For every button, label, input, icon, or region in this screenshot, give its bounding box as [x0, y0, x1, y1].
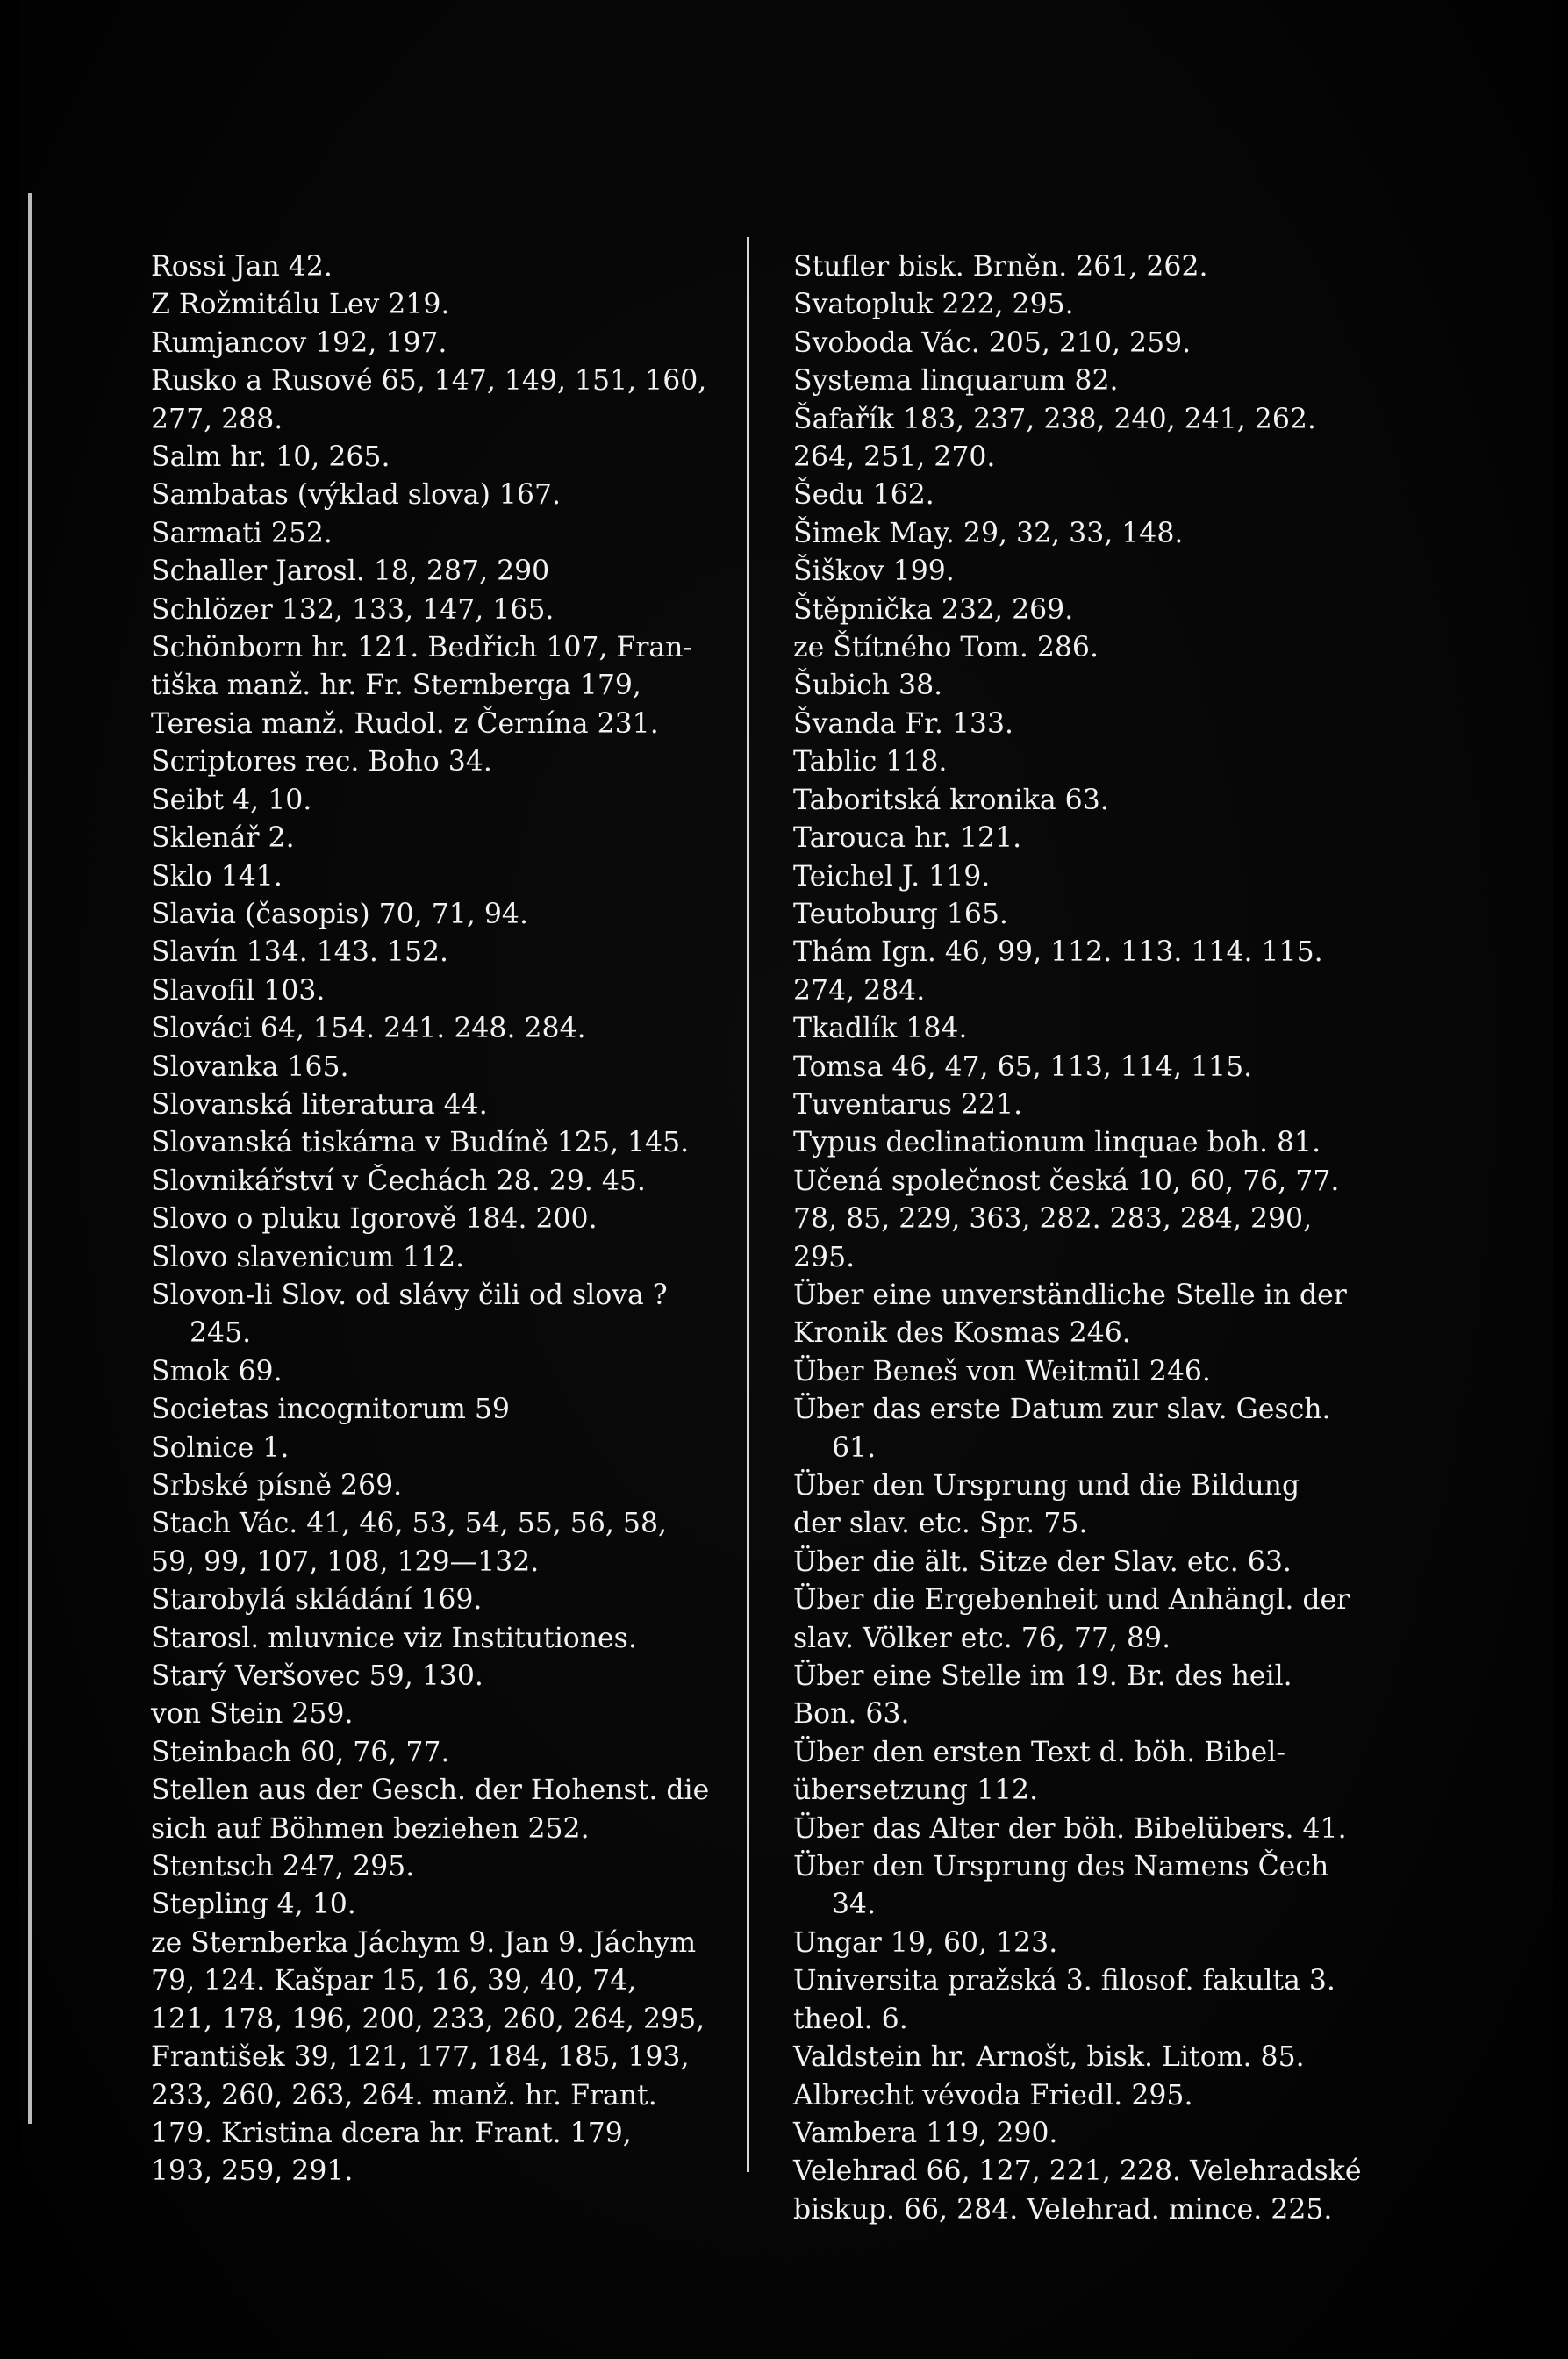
index-entry — [151, 325, 735, 362]
index-entry-line: Stentsch 247, 295. — [151, 1851, 415, 1883]
index-entry — [151, 1049, 735, 1086]
index-entry — [793, 743, 1378, 781]
index-entry-line: Rumjancov 192, 197. — [151, 326, 447, 359]
index-entry-line: Sarmati 252. — [151, 517, 333, 549]
index-entry-line: 59, 99, 107, 108, 129—132. — [151, 1545, 540, 1578]
index-entry — [151, 1163, 735, 1201]
index-entry — [793, 2115, 1378, 2153]
index-entry — [151, 1581, 735, 1619]
index-entry — [793, 858, 1378, 896]
index-entry — [151, 1772, 735, 1848]
index-entry-line: Kronik des Kosmas 246. — [793, 1317, 1131, 1350]
index-entry-line: Seibt 4, 10. — [151, 784, 312, 816]
index-entry — [151, 934, 735, 972]
index-entry-line: Teutoburg 165. — [793, 898, 1008, 930]
index-entry-line: Schönborn hr. 121. Bedřich 107, Fran- — [151, 632, 693, 664]
index-column-left — [151, 248, 735, 2191]
index-entry-line: Stufler bisk. Brněn. 261, 262. — [793, 251, 1208, 283]
index-entry — [793, 477, 1378, 514]
index-entry-line: Systema linquarum 82. — [793, 365, 1119, 398]
index-entry — [793, 2039, 1378, 2115]
index-entry — [793, 286, 1378, 324]
index-entry-line: Stach Vác. 41, 46, 53, 54, 55, 56, 58, — [151, 1508, 668, 1540]
index-entry-line: Über den ersten Text d. böh. Bibel- — [793, 1736, 1286, 1768]
index-entry — [151, 1430, 735, 1467]
index-entry-line: 78, 85, 229, 363, 282. 283, 284, 290, — [793, 1203, 1313, 1236]
index-entry-line: Tomsa 46, 47, 65, 113, 114, 115. — [793, 1050, 1253, 1083]
index-entry-line: Schaller Jarosl. 18, 287, 290 — [151, 556, 550, 588]
index-entry-line: Tablic 118. — [793, 746, 948, 778]
index-entry — [151, 1696, 735, 1733]
index-entry — [151, 1277, 735, 1353]
index-entry-line: Stellen aus der Gesch. der Hohenst. die — [151, 1775, 710, 1807]
index-entry — [151, 1886, 735, 1924]
index-entry — [793, 820, 1378, 857]
index-entry — [793, 362, 1378, 400]
index-entry-line: Slovnikářství v Čechách 28. 29. 45. — [151, 1165, 646, 1197]
index-entry-line: Srbské písně 269. — [151, 1470, 403, 1502]
index-entry-line: Salm hr. 10, 265. — [151, 441, 390, 474]
index-entry — [793, 1010, 1378, 1048]
index-entry-line: Slavín 134. 143. 152. — [151, 936, 449, 969]
index-entry-line: von Stein 259. — [151, 1698, 354, 1731]
index-entry-line: Slovanská tiskárna v Budíně 125, 145. — [151, 1127, 690, 1159]
index-entry-line: sich auf Böhmen beziehen 252. — [151, 1812, 590, 1845]
index-entry-line: Sambatas (výklad slova) 167. — [151, 479, 562, 512]
index-entry-line: Slovanka 165. — [151, 1050, 349, 1083]
index-column-right — [793, 248, 1378, 2229]
index-entry — [793, 629, 1378, 667]
index-entry — [793, 1391, 1378, 1467]
index-entry-line: Über den Ursprung und die Bildung — [793, 1470, 1300, 1502]
index-entry-line: Slovo o pluku Igorově 184. 200. — [151, 1203, 598, 1236]
index-entry-line: František 39, 121, 177, 184, 185, 193, — [151, 2041, 690, 2074]
index-entry-line: Über die Ergebenheit und Anhängl. der — [793, 1584, 1350, 1617]
index-entry — [793, 553, 1378, 591]
index-entry-line: Šiškov 199. — [793, 556, 955, 588]
index-entry-line: 274, 284. — [793, 974, 926, 1007]
index-entry-line: Typus declinationum linquae boh. 81. — [793, 1127, 1321, 1159]
index-entry — [151, 1467, 735, 1505]
index-entry-line: ze Sternberka Jáchym 9. Jan 9. Jáchym — [151, 1926, 697, 1959]
index-entry-line: Societas incognitorum 59 — [151, 1394, 510, 1426]
index-entry-line: der slav. etc. Spr. 75. — [793, 1508, 1088, 1540]
index-entry-line: Velehrad 66, 127, 221, 228. Velehradské — [793, 2155, 1362, 2188]
scanned-page — [19, 0, 1553, 2359]
index-entry-line: Albrecht vévoda Friedl. 295. — [793, 2079, 1193, 2112]
index-entry — [793, 1925, 1378, 1962]
index-entry-line: Slovo slavenicum 112. — [151, 1241, 465, 1273]
index-entry-line: Taboritská kronika 63. — [793, 784, 1109, 816]
index-entry — [793, 1810, 1378, 1848]
index-entry — [151, 1620, 735, 1658]
index-entry — [151, 515, 735, 553]
index-entry-line: Tkadlík 184. — [793, 1013, 968, 1045]
index-entry-line: Vambera 119, 290. — [793, 2117, 1058, 2149]
index-entry — [793, 248, 1378, 286]
index-entry-line: Teresia manž. Rudol. z Černína 231. — [151, 707, 659, 740]
index-entry-line: Über das Alter der böh. Bibelübers. 41. — [793, 1812, 1347, 1845]
index-entry-line: Sklenář 2. — [151, 822, 295, 855]
index-entry-line: Učená společnost česká 10, 60, 76, 77. — [793, 1165, 1340, 1197]
index-entry — [793, 1544, 1378, 1581]
index-entry-line: Schlözer 132, 133, 147, 165. — [151, 593, 555, 626]
index-entry-line: Starý Veršovec 59, 130. — [151, 1660, 483, 1693]
index-entry — [793, 401, 1378, 477]
index-entry-line: Stepling 4, 10. — [151, 1889, 356, 1921]
index-entry-line: theol. 6. — [793, 2003, 908, 2035]
index-entry — [151, 248, 735, 286]
index-entry-line: Rossi Jan 42. — [151, 251, 333, 283]
index-entry — [793, 706, 1378, 743]
index-entry — [793, 1086, 1378, 1124]
index-entry-line: Slavia (časopis) 70, 71, 94. — [151, 898, 528, 930]
index-entry-line: Starobylá skládání 169. — [151, 1584, 483, 1617]
index-entry — [151, 286, 735, 324]
index-entry-line: Svoboda Vác. 205, 210, 259. — [793, 326, 1192, 359]
index-entry — [793, 515, 1378, 553]
index-entry-line: Teichel J. 119. — [793, 860, 991, 893]
page-edge-line — [28, 193, 32, 2124]
index-entry-line: Über die ält. Sitze der Slav. etc. 63. — [793, 1545, 1292, 1578]
index-entry — [793, 1467, 1378, 1544]
index-entry — [151, 1239, 735, 1277]
index-entry-line: 79, 124. Kašpar 15, 16, 39, 40, 74, — [151, 1965, 637, 1997]
index-entry — [793, 782, 1378, 820]
index-entry — [151, 1010, 735, 1048]
index-entry — [793, 667, 1378, 705]
index-entry-line: Šedu 162. — [793, 479, 934, 512]
index-entry-line: Švanda Fr. 133. — [793, 707, 1014, 740]
index-entry-line: Rusko a Rusové 65, 147, 149, 151, 160, — [151, 365, 707, 398]
index-entry-line: Steinbach 60, 76, 77. — [151, 1736, 450, 1768]
index-entry — [151, 1086, 735, 1124]
index-entry-line: Tuventarus 221. — [793, 1088, 1023, 1121]
index-entry-line: Z Rožmitálu Lev 219. — [151, 289, 450, 321]
index-entry — [151, 1353, 735, 1391]
index-entry — [793, 1581, 1378, 1658]
index-entry — [793, 1163, 1378, 1277]
index-entry-line: Bon. 63. — [793, 1698, 910, 1731]
index-entry-line: 121, 178, 196, 200, 233, 260, 264, 295, — [151, 2003, 705, 2035]
index-entry-line: Šubich 38. — [793, 670, 943, 702]
index-entry — [151, 592, 735, 629]
index-entry-line: 295. — [793, 1241, 856, 1273]
index-entry-line: Über den Ursprung des Namens Čech 34. — [793, 1851, 1329, 1921]
index-entry — [151, 1201, 735, 1238]
index-entry-line: Šimek May. 29, 32, 33, 148. — [793, 517, 1184, 549]
index-entry-line: Universita pražská 3. filosof. fakulta 3. — [793, 1965, 1335, 1997]
index-entry — [793, 1658, 1378, 1734]
index-entry — [151, 1734, 735, 1772]
index-entry-line: 193, 259, 291. — [151, 2155, 354, 2188]
index-entry — [151, 1848, 735, 1886]
index-entry — [151, 439, 735, 477]
index-entry — [793, 2153, 1378, 2229]
index-entry — [793, 1962, 1378, 2039]
index-entry — [151, 477, 735, 514]
index-entry-line: Slováci 64, 154. 241. 248. 284. — [151, 1013, 586, 1045]
index-entry — [793, 1049, 1378, 1086]
index-entry — [151, 1925, 735, 2191]
index-entry — [793, 1848, 1378, 1925]
index-entry-line: Šafařík 183, 237, 238, 240, 241, 262. — [793, 403, 1316, 435]
index-entry-line: Solnice 1. — [151, 1431, 290, 1464]
index-entry — [151, 629, 735, 743]
index-entry — [793, 1124, 1378, 1162]
index-entry — [793, 896, 1378, 934]
index-entry-line: 264, 251, 270. — [793, 441, 996, 474]
index-entry — [151, 1391, 735, 1429]
index-entry-line: biskup. 66, 284. Velehrad. mince. 225. — [793, 2193, 1333, 2226]
column-divider — [747, 237, 749, 2172]
index-entry — [793, 592, 1378, 629]
index-entry-line: Ungar 19, 60, 123. — [793, 1926, 1058, 1959]
index-entry-line: Tarouca hr. 121. — [793, 822, 1022, 855]
index-entry-line: Über Beneš von Weitmül 246. — [793, 1355, 1211, 1387]
index-entry-line: Valdstein hr. Arnošt, bisk. Litom. 85. — [793, 2041, 1305, 2074]
index-entry-line: 179. Kristina dcera hr. Frant. 179, — [151, 2117, 632, 2149]
index-entry-line: Slovanská literatura 44. — [151, 1088, 488, 1121]
index-entry — [151, 782, 735, 820]
index-entry-line: Slavofil 103. — [151, 974, 326, 1007]
index-entry-line: 277, 288. — [151, 403, 283, 435]
index-entry — [793, 934, 1378, 1010]
index-entry — [151, 896, 735, 934]
index-entry — [793, 1353, 1378, 1391]
index-entry — [793, 325, 1378, 362]
index-entry-line: Scriptores rec. Boho 34. — [151, 746, 492, 778]
index-entry — [151, 362, 735, 439]
index-entry-line: 233, 260, 263, 264. manž. hr. Frant. — [151, 2079, 657, 2112]
index-entry — [151, 820, 735, 857]
index-entry — [151, 743, 735, 781]
index-entry — [151, 1124, 735, 1162]
index-entry-line: übersetzung 112. — [793, 1775, 1039, 1807]
index-entry-line: slav. Völker etc. 76, 77, 89. — [793, 1622, 1171, 1654]
index-entry — [151, 858, 735, 896]
index-entry-line: Thám Ign. 46, 99, 112. 113. 114. 115. — [793, 936, 1323, 969]
index-entry — [151, 553, 735, 591]
index-entry-line: tiška manž. hr. Fr. Sternberga 179, — [151, 670, 641, 702]
index-entry-line: Sklo 141. — [151, 860, 283, 893]
index-entry-line: Starosl. mluvnice viz Institutiones. — [151, 1622, 637, 1654]
index-entry — [151, 1658, 735, 1696]
index-entry — [151, 1505, 735, 1581]
index-entry-line: Smok 69. — [151, 1355, 283, 1387]
index-entry-line: Svatopluk 222, 295. — [793, 289, 1074, 321]
index-entry-line: Über das erste Datum zur slav. Gesch. 61. — [793, 1394, 1331, 1464]
index-entry — [793, 1734, 1378, 1810]
index-entry-line: Über eine Stelle im 19. Br. des heil. — [793, 1660, 1292, 1693]
index-entry — [793, 1277, 1378, 1353]
index-entry-line: Slovon-li Slov. od slávy čili od slova ? 245. — [151, 1279, 668, 1350]
index-entry-line: ze Štítného Tom. 286. — [793, 632, 1099, 664]
index-entry-line: Über eine unverständliche Stelle in der — [793, 1279, 1347, 1311]
index-entry-line: Štěpnička 232, 269. — [793, 593, 1074, 626]
index-entry — [151, 972, 735, 1010]
